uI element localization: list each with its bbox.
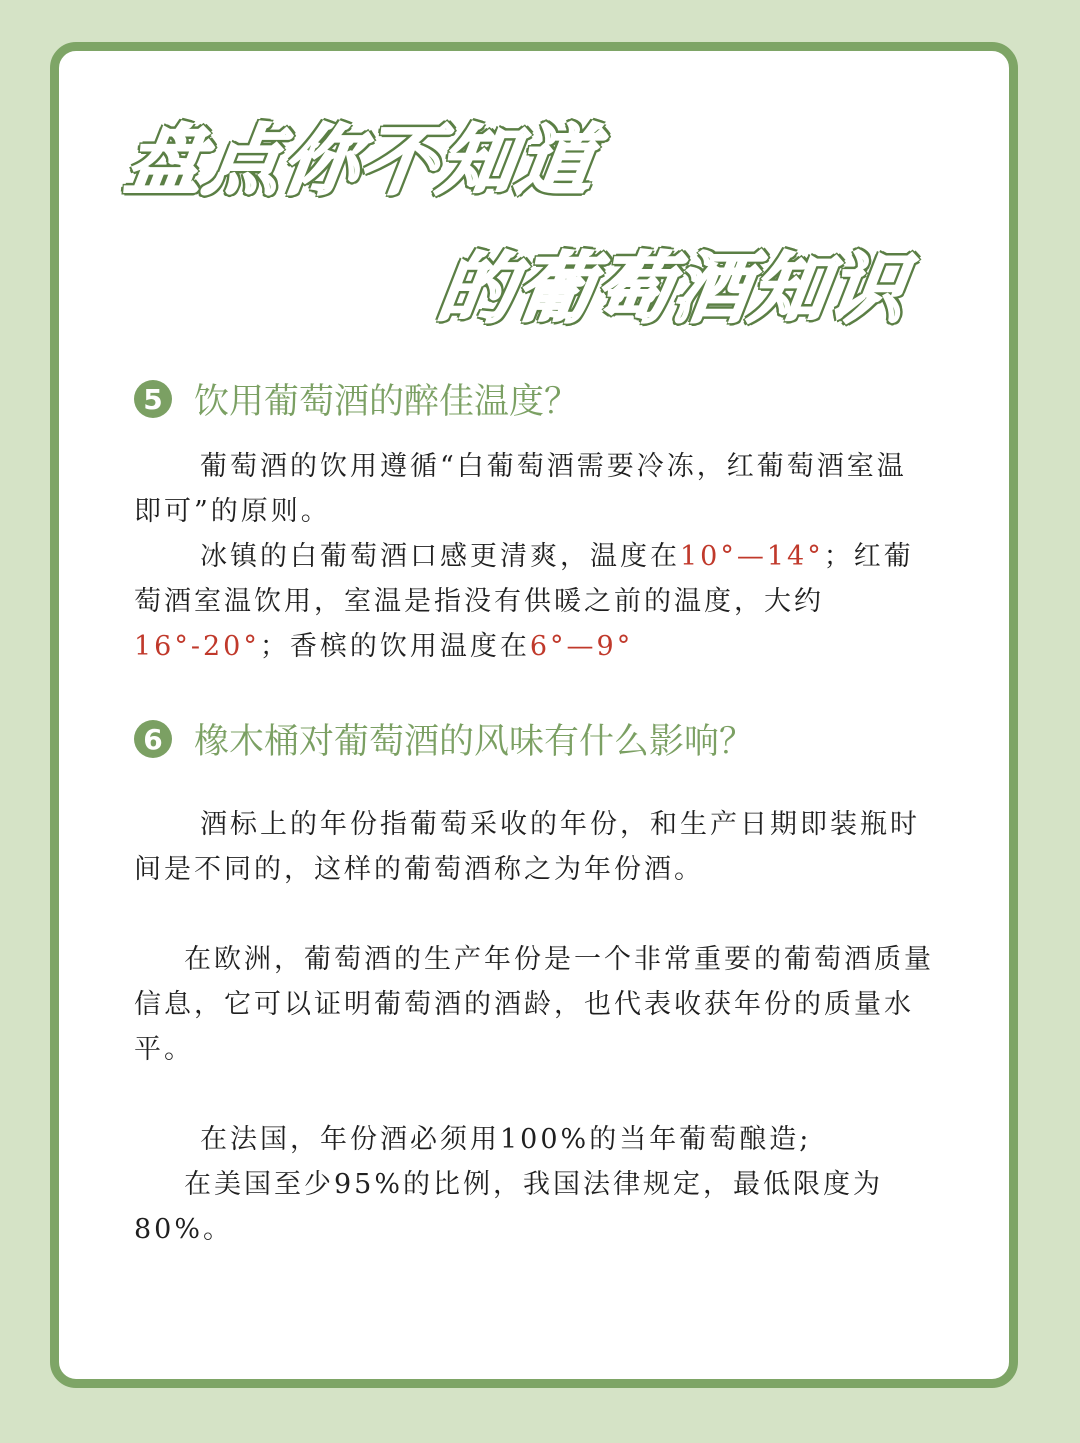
section-6-paragraph-1: 酒标上的年份指葡萄采收的年份，和生产日期即装瓶时间是不同的，这样的葡萄酒称之为年份酒。	[134, 809, 920, 885]
champagne-temperature: 6°—9°	[529, 631, 634, 662]
section-5-title: 饮用葡萄酒的醉佳温度？	[194, 382, 580, 422]
section-5-paragraph-2	[134, 534, 934, 669]
number-badge-5: 5	[134, 380, 172, 418]
section-6-paragraph-4: 在美国至少95%的比例，我国法律规定，最低限度为80%。	[134, 1169, 884, 1245]
text-segment: 冰镇的白葡萄酒口感更清爽，温度在	[200, 541, 680, 572]
section-6-paragraph-2: 在欧洲，葡萄酒的生产年份是一个非常重要的葡萄酒质量信息，它可以证明葡萄酒的酒龄，也代表收获年份的质量水平。	[134, 944, 934, 1065]
section-6-heading	[134, 714, 754, 764]
title-line-2: 的葡萄酒知识	[432, 244, 914, 333]
section-5-paragraph-1: 葡萄酒的饮用遵循“白葡萄酒需要冷冻，红葡萄酒室温即可”的原则。	[134, 451, 907, 527]
red-wine-temperature: 16°-20°	[134, 631, 260, 662]
title-line-1: 盘点你不知道	[120, 116, 602, 205]
section-6-paragraph-3: 在法国，年份酒必须用100%的当年葡萄酿造;	[200, 1124, 812, 1155]
section-5-heading	[134, 374, 579, 424]
white-wine-temperature: 10°—14°	[680, 541, 824, 572]
text-segment: ；红葡萄酒室温饮用，室温是指没有供暖之前的温度，大约	[134, 541, 914, 617]
number-badge-6: 6	[134, 720, 172, 758]
text-segment: ；香槟的饮用温度在	[259, 631, 530, 662]
section-6-title: 橡木桶对葡萄酒的风味有什么影响？	[194, 722, 755, 762]
